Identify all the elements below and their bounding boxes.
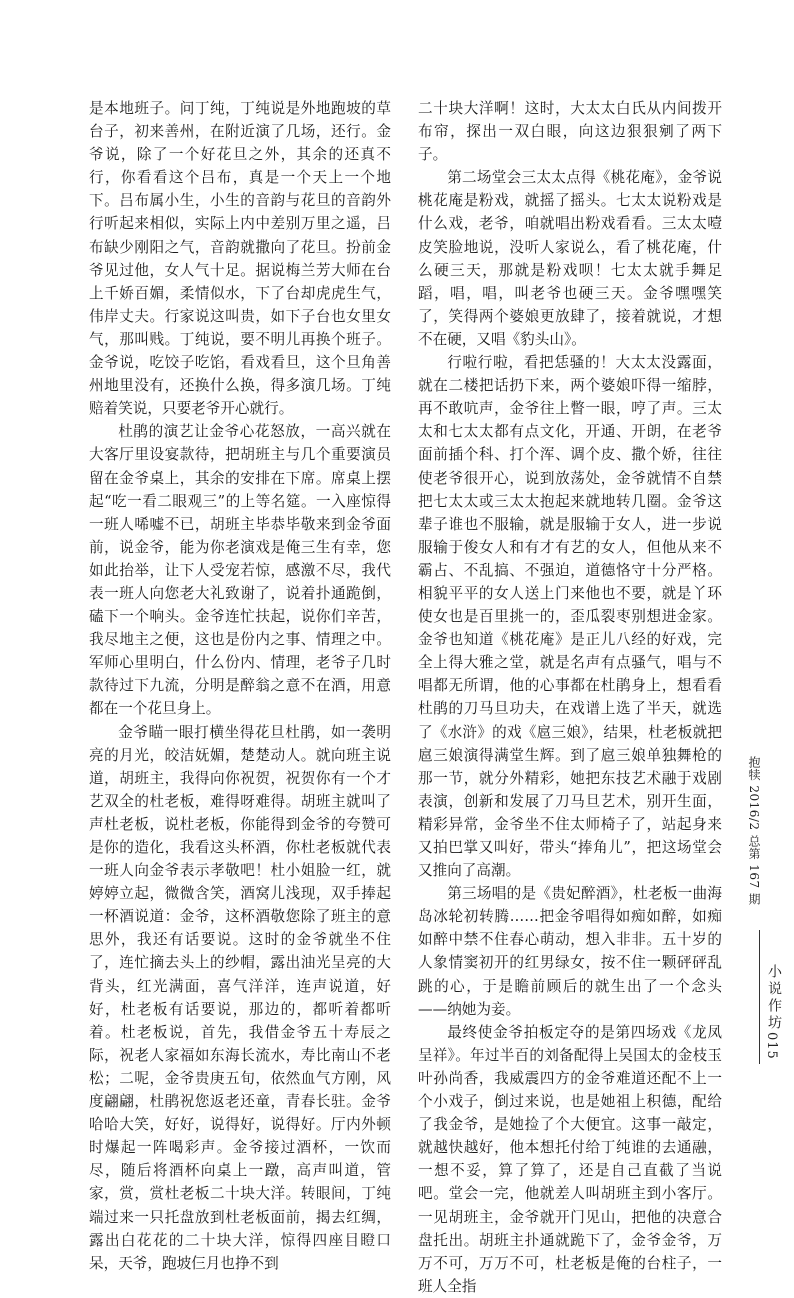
text-column-left	[89, 97, 391, 1272]
paragraph: 第三场唱的是《贵妃醉酒》，杜老板一曲海岛冰轮初转腾……把金爷唱得如痴如醉，如痴如醉中禁不住春心萌动，想入非非。五十岁的人象情窦初开的红男绿女，按不住一颗砰砰乱跳的心，于是瞻前顾后的就生出了一个念头——纳她为妾。	[418, 885, 722, 1018]
section-title: 小说作坊	[766, 964, 782, 1032]
paragraph: 杜鹃的演艺让金爷心花怒放，一高兴就在大客厅里设宴款待，把胡班主与几个重要演员留在金爷桌上，其余的安排在下席。席桌上摆起“吃一看二眼观三”的上等名筵。一入座惊得一班人唏嘘不已，胡班主毕恭毕敬来到金爷面前，说金爷，能为你老演戏是俺三生有幸，您如此抬举，让下人受宠若惊，感激不尽，我代表一班人向您老大礼致谢了，说着扑通跪倒，磕下一个响头。金爷连忙扶起，说你们辛苦，我尽地主之便，这也是份内之事、情理之中。军师心里明白，什么份内、情理，老爷子几时款待过下九流，分明是醉翁之意不在酒，用意都在一个花旦身上。	[89, 423, 391, 718]
journal-total: 总第 167 期	[747, 834, 761, 906]
paragraph: 第二场堂会三太太点得《桃花庵》，金爷说桃花庵是粉戏，就摇了摇头。七太太说粉戏是什么戏，老爷，咱就唱出粉戏看看。三太太噎皮笑脸地说，没听人家说么，看了桃花庵，什么硬三天，那就是粉戏呗！七太太就手舞足蹈，唱，唱，叫老爷也硬三天。金爷嘿嘿笑了，笑得两个婆娘更放肆了，接着就说，才想不在硬，又唱《豹头山》。	[418, 169, 722, 348]
text-column-right	[418, 97, 722, 1295]
paragraph: 二十块大洋啊！这时，大太太白氏从内间拨开布帘，探出一双白眼，向这边狠狠剜了两下子。	[418, 100, 722, 164]
journal-issue: 2016/2	[747, 785, 761, 831]
page-number: 015	[764, 1032, 779, 1060]
paragraph: 是本地班子。问丁纯，丁纯说是外地跑坡的草台子，初来善州，在附近演了几场，还行。金爷说，除了一个好花旦之外，其余的还真不行，你看看这个吕布，真是一个天上一个地下。吕布属小生，小生的音韵与花旦的音韵外行听起来相似，实际上内中差别万里之遥，吕布缺少刚阳之气，音韵就撒向了花旦。扮前金爷见过他，女人气十足。据说梅兰芳大师在台上千娇百媚，柔情似水，下了台却虎虎生气，伟岸丈夫。行家说这叫贵，如下子台也女里女气，那叫贱。丁纯说，要不明儿再换个班子。金爷说，吃饺子吃馅，看戏看旦，这个旦角善州地里没有，还换什么换，得多演几场。丁纯赔着笑说，只要老爷开心就行。	[89, 100, 391, 418]
journal-meta	[747, 756, 761, 905]
paragraph: 最终使金爷拍板定夺的是第四场戏《龙凤呈祥》。年过半百的刘备配得上吴国太的金枝玉叶孙尚香，我威震四方的金爷难道还配不上一个小戏子，倒过来说，也是她祖上积德，配给了我金爷，是她捡了个大便宜。这事一敲定，就越快越好，他本想托付给丁纯谁的去通融，一想不妥，算了算了，还是自己直截了当说吧。堂会一完，他就差人叫胡班主到小客厅。一见胡班主，金爷就开门见山，把他的决意合盘托出。胡班主扑通就跪下了，金爷金爷，万万不可，万万不可，杜老板是俺的台柱子，一班人全指	[418, 1023, 722, 1295]
paragraph: 行啦行啦，看把恁骚的！大太太没露面，就在二楼把话扔下来，两个婆娘吓得一缩脖，再不敢吭声，金爷往上瞥一眼，哼了声。三太太和七太太都有点文化，开通、开朗，在老爷面前插个科、打个浑、调个皮、撒个娇，往往使老爷很开心，说到放荡处，金爷就情不自禁把七太太或三太太抱起来就地转几圈。金爷这辈子谁也不服输，就是服输于女人，进一步说服输于俊女人和有才有艺的女人，但他从来不霸占、不乱搞、不强迫，道德恪守十分严格。相貌平平的女人送上门来他也不要，就是丫环使女也是百里挑一的，歪瓜裂枣别想进金家。金爷也知道《桃花庵》是正儿八经的好戏，完全上得大雅之堂，就是名声有点骚气，唱与不唱都无所谓，他的心事都在杜鹃身上，想看看杜鹃的刀马旦功夫，在戏谱上选了半天，就选了《水浒》的戏《扈三娘》，结果，杜老板就把扈三娘演得满堂生辉。到了扈三娘单独舞枪的那一节，就分外精彩，她把东技艺术融于戏剧表演，创新和发展了刀马旦艺术，别开生面，精彩异常，金爷坐不住太师椅子了，站起身来又拍巴掌又叫好，带头“捧角儿”，把这场堂会又推向了高潮。	[418, 354, 722, 880]
paragraph: 金爷瞄一眼打横坐得花旦杜鹃，如一袭明亮的月光，皎洁妩媚，楚楚动人。就向班主说道，胡班主，我得向你祝贺，祝贺你有一个才艺双全的杜老板，难得呀难得。胡班主就叫了声杜老板，说杜老板，你能得到金爷的夸赞可是你的造化，我看这头杯酒，你杜老板就代表一班人向金爷表示孝敬吧！杜小姐脸一红，就婷婷立起，微微含笑，酒窝儿浅现，双手捧起一杯酒说道：金爷，这杯酒敬您除了班主的意思外，我还有话要说。这时的金爷就坐不住了，连忙摘去头上的纱帽，露出油光呈亮的大背头，红光满面，喜气洋洋，连声说道，好好，杜老板有话要说，那边的，都听着都听着。杜老板说，首先，我借金爷五十寿辰之际，祝老人家福如东海长流水，寿比南山不老松；二呢，金爷贵庚五旬，依然血气方刚，风度翩翩，杜鹃祝您返老还童，青春长驻。金爷哈哈大笑，好好，说得好，说得好。厅内外顿时爆起一阵喝彩声。金爷接过酒杯，一饮而尽，随后将酒杯向桌上一蹾，高声叫道，管家，赏，赏杜老板二十块大洋。转眼间，丁纯端过来一只托盘放到杜老板面前，揭去红绸，露出白花花的二十块大洋，惊得四座目瞪口呆，天爷，跑坡仨月也挣不到	[89, 723, 391, 1272]
journal-name: 抱犊	[747, 756, 761, 781]
